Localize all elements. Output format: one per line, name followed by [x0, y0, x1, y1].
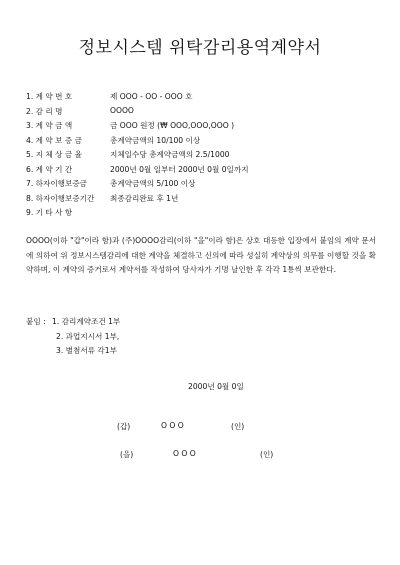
attachment-item: 2. 과업지시서 1부, [56, 331, 120, 341]
document-title: 정보시스템 위탁감리용역계약서 [78, 38, 322, 58]
clause-label: 4. 계 약 보 증 금 [26, 135, 82, 145]
clause-label: 2. 감 리 명 [26, 106, 63, 116]
clause-value: 지체일수당 총계약금액의 2.5/1000 [110, 150, 230, 159]
seal-mark-eul: (인) [260, 450, 274, 459]
agreement-paragraph: OOOO(이하 "갑"이라 함)과 (주)OOOO감리(이하 "을"이라 함)은 상호 대등한 입장에서 붙임의 계약 문서에 의하여 위 정보시스템감리에 대한 계약을 체결하고 신의에 따라 성실히 계약상의 의무를 이행할 것을 확약하며, 이 계약의 증거로서 계약서를 작성하여 당사자가 기명 날인한 후 각각 1통씩 보관한다. [26, 236, 376, 274]
attachments-heading: 붙임 : [26, 317, 46, 326]
clause-label: 8. 하자이행보증기간 [26, 193, 95, 203]
party-role-gap: (갑) [117, 422, 131, 431]
clause-value: 제 OOO - OO - OOO 호 [110, 92, 193, 101]
clause-value: 총계약금액의 5/100 이상 [110, 179, 196, 188]
clause-label: 9. 기 타 사 항 [26, 208, 73, 217]
attachment-item: 1. 감리계약조건 1부 [52, 317, 121, 326]
party-role-eul: (을) [120, 450, 134, 459]
clause-value: 2000년 0월 일부터 2000년 0월 0일까지 [110, 164, 249, 174]
attachment-item: 3. 별첨서류 각1부 [56, 346, 117, 355]
clause-label: 7. 하자이행보증금 [26, 179, 88, 188]
clause-value: 금 OOO 원정 (₩ OOO,OOO,OOO ) [110, 121, 235, 130]
clause-label: 1. 계 약 번 호 [26, 92, 73, 101]
clause-value: OOOO [110, 105, 134, 115]
party-name-eul: O O O [173, 449, 196, 458]
clause-label: 6. 계 약 기 간 [26, 164, 73, 174]
contract-date: 2000년 0월 0일 [188, 382, 244, 391]
clause-value: 총계약금액의 10/100 이상 [110, 135, 201, 145]
clause-label: 3. 계 약 금 액 [26, 121, 73, 130]
seal-mark-gap: (인) [231, 422, 245, 431]
clause-label: 5. 지 체 상 금 율 [26, 150, 82, 159]
party-name-gap: O O O [161, 421, 184, 430]
clause-value: 최종감리완료 후 1년 [110, 193, 179, 203]
